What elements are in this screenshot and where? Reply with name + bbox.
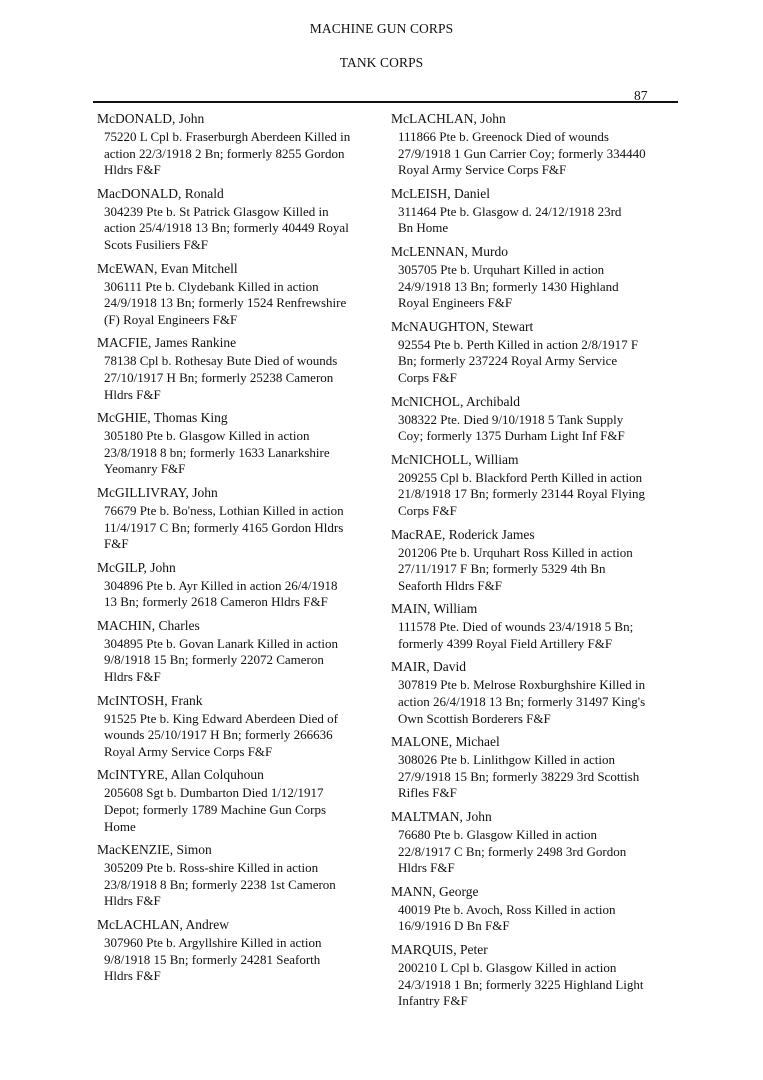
entry-detail: 305180 Pte b. Glasgow Killed in action 23/8/1918 8 bn; formerly 1633 Lanarkshire Yeomanry F&F bbox=[104, 428, 330, 477]
entry-name: MACFIE, James Rankine bbox=[97, 335, 237, 351]
entry-detail: 75220 L Cpl b. Fraserburgh Aberdeen Killed in action 22/3/1918 2 Bn; formerly 8255 Gordon Hldrs F&F bbox=[104, 129, 351, 178]
roster-entry bbox=[97, 110, 383, 179]
subsection-heading: TANK CORPS bbox=[339, 55, 424, 70]
roster-entry bbox=[391, 733, 676, 802]
entry-detail: 205608 Sgt b. Dumbarton Died 1/12/1917 Depot; formerly 1789 Machine Gun Corps Home bbox=[104, 785, 327, 834]
roster-entry bbox=[391, 883, 676, 935]
roster-entry bbox=[97, 559, 383, 611]
entry-detail: 307819 Pte b. Melrose Roxburghshire Killed in action 26/4/1918 13 Bn; formerly 31497 King's Own Scottish Borderers F&F bbox=[398, 677, 646, 726]
entry-detail: 308322 Pte. Died 9/10/1918 5 Tank Supply Coy; formerly 1375 Durham Light Inf F&F bbox=[398, 411, 625, 444]
entry-name: McNICHOLL, William bbox=[391, 451, 519, 467]
entry-name: MAIR, David bbox=[391, 659, 466, 675]
entry-name: McLENNAN, Murdo bbox=[391, 243, 508, 259]
entry-name: McNICHOL, Archibald bbox=[391, 393, 520, 409]
entry-detail: 307960 Pte b. Argyllshire Killed in action 9/8/1918 15 Bn; formerly 24281 Seaforth Hldrs F&F bbox=[104, 935, 322, 984]
entry-name: MANN, George bbox=[391, 883, 479, 899]
entry-name: McINTYRE, Allan Colquhoun bbox=[97, 767, 264, 783]
entry-name: MACHIN, Charles bbox=[97, 617, 200, 633]
entry-name: MAIN, William bbox=[391, 601, 478, 617]
entry-detail: 111578 Pte. Died of wounds 23/4/1918 5 Bn; formerly 4399 Royal Field Artillery F&F bbox=[398, 619, 634, 651]
entry-name: McEWAN, Evan Mitchell bbox=[97, 260, 238, 276]
entry-detail: 304239 Pte b. St Patrick Glasgow Killed in action 25/4/1918 13 Bn; formerly 40449 Royal Scots Fusiliers F&F bbox=[104, 203, 349, 252]
entry-name: McGILP, John bbox=[97, 559, 176, 575]
entry-detail: 76679 Pte b. Bo'ness, Lothian Killed in action 11/4/1917 C Bn; formerly 4165 Gordon Hldrs F&F bbox=[104, 502, 344, 552]
roster-entry bbox=[97, 916, 383, 985]
entry-detail: 40019 Pte b. Avoch, Ross Killed in action 16/9/1916 D Bn F&F bbox=[398, 901, 616, 934]
entry-detail: 304895 Pte b. Govan Lanark Killed in action 9/8/1918 15 Bn; formerly 22072 Cameron Hldrs F&F bbox=[104, 635, 338, 685]
entry-detail: 111866 Pte b. Greenock Died of wounds 27/9/1918 1 Gun Carrier Coy; formerly 334440 Royal Army Service Corps F&F bbox=[398, 129, 646, 178]
roster-entry bbox=[391, 526, 676, 595]
entry-name: McLEISH, Daniel bbox=[391, 185, 490, 201]
left-column bbox=[97, 110, 383, 991]
header-rule bbox=[93, 101, 678, 103]
roster-entry bbox=[97, 692, 383, 761]
entry-detail: 76680 Pte b. Glasgow Killed in action 22/8/1917 C Bn; formerly 2498 3rd Gordon Hldrs F&F bbox=[398, 827, 627, 876]
entry-detail: 305705 Pte b. Urquhart Killed in action 24/9/1918 13 Bn; formerly 1430 Highland Royal Engineers F&F bbox=[398, 261, 619, 311]
roster-entry bbox=[97, 617, 383, 686]
entry-name: McGHIE, Thomas King bbox=[97, 410, 228, 426]
roster-entry bbox=[391, 600, 676, 652]
entry-name: MALONE, Michael bbox=[391, 734, 500, 750]
roster-entry bbox=[97, 334, 383, 403]
entry-detail: 201206 Pte b. Urquhart Ross Killed in action 27/11/1917 F Bn; formerly 5329 4th Bn Seaforth Hldrs F&F bbox=[398, 544, 633, 593]
roster-entry bbox=[97, 841, 383, 910]
entry-name: McLACHLAN, Andrew bbox=[97, 917, 229, 932]
entry-name: MacDONALD, Ronald bbox=[97, 185, 224, 201]
roster-entry bbox=[97, 260, 383, 329]
right-column bbox=[391, 110, 676, 1016]
roster-entry bbox=[391, 185, 676, 237]
entry-detail: 311464 Pte b. Glasgow d. 24/12/1918 23rd Bn Home bbox=[398, 203, 622, 236]
entry-name: MARQUIS, Peter bbox=[391, 942, 488, 957]
roster-entry bbox=[391, 243, 676, 312]
entry-name: McDONALD, John bbox=[97, 111, 205, 126]
entry-name: MacRAE, Roderick James bbox=[391, 526, 535, 542]
entry-name: McGILLIVRAY, John bbox=[97, 484, 218, 500]
entry-detail: 305209 Pte b. Ross-shire Killed in action 23/8/1918 8 Bn; formerly 2238 1st Cameron Hldrs F&F bbox=[104, 860, 336, 909]
entry-detail: 91525 Pte b. King Edward Aberdeen Died of wounds 25/10/1917 H Bn; formerly 266636 Royal Army Service Corps F&F bbox=[104, 710, 338, 759]
entry-detail: 304896 Pte b. Ayr Killed in action 26/4/1918 13 Bn; formerly 2618 Cameron Hldrs F&F bbox=[104, 577, 338, 610]
roster-entry bbox=[97, 766, 383, 835]
entry-detail: 209255 Cpl b. Blackford Perth Killed in action 21/8/1918 17 Bn; formerly 23144 Royal Flying Corps F&F bbox=[398, 469, 645, 518]
entry-name: McNAUGHTON, Stewart bbox=[391, 318, 534, 334]
roster-entry bbox=[391, 110, 676, 179]
roster-entry bbox=[97, 409, 383, 478]
roster-entry bbox=[391, 318, 676, 387]
entry-name: MALTMAN, John bbox=[391, 809, 492, 825]
entry-detail: 78138 Cpl b. Rothesay Bute Died of wounds 27/10/1917 H Bn; formerly 25238 Cameron Hldrs F&F bbox=[104, 353, 338, 402]
page-number: 87 bbox=[634, 88, 648, 103]
roster-entry bbox=[391, 451, 676, 520]
section-heading: MACHINE GUN CORPS bbox=[309, 21, 454, 36]
entry-name: McLACHLAN, John bbox=[391, 111, 506, 126]
roster-entry bbox=[391, 393, 676, 445]
entry-detail: 308026 Pte b. Linlithgow Killed in action 27/9/1918 15 Bn; formerly 38229 3rd Scottish Rifles F&F bbox=[398, 752, 640, 801]
entry-name: MacKENZIE, Simon bbox=[97, 842, 212, 858]
roster-entry bbox=[97, 484, 383, 553]
roster-entry bbox=[391, 658, 676, 727]
entry-detail: 92554 Pte b. Perth Killed in action 2/8/1917 F Bn; formerly 237224 Royal Army Service Corps F&F bbox=[398, 336, 639, 385]
roster-entry bbox=[391, 808, 676, 877]
roster-entry bbox=[391, 941, 676, 1010]
entry-detail: 306111 Pte b. Clydebank Killed in action 24/9/1918 13 Bn; formerly 1524 Renfrewshire (F) Royal Engineers F&F bbox=[104, 278, 347, 327]
roster-entry bbox=[97, 185, 383, 254]
entry-detail: 200210 L Cpl b. Glasgow Killed in action 24/3/1918 1 Bn; formerly 3225 Highland Light Infantry F&F bbox=[398, 960, 644, 1009]
entry-name: McINTOSH, Frank bbox=[97, 692, 203, 708]
